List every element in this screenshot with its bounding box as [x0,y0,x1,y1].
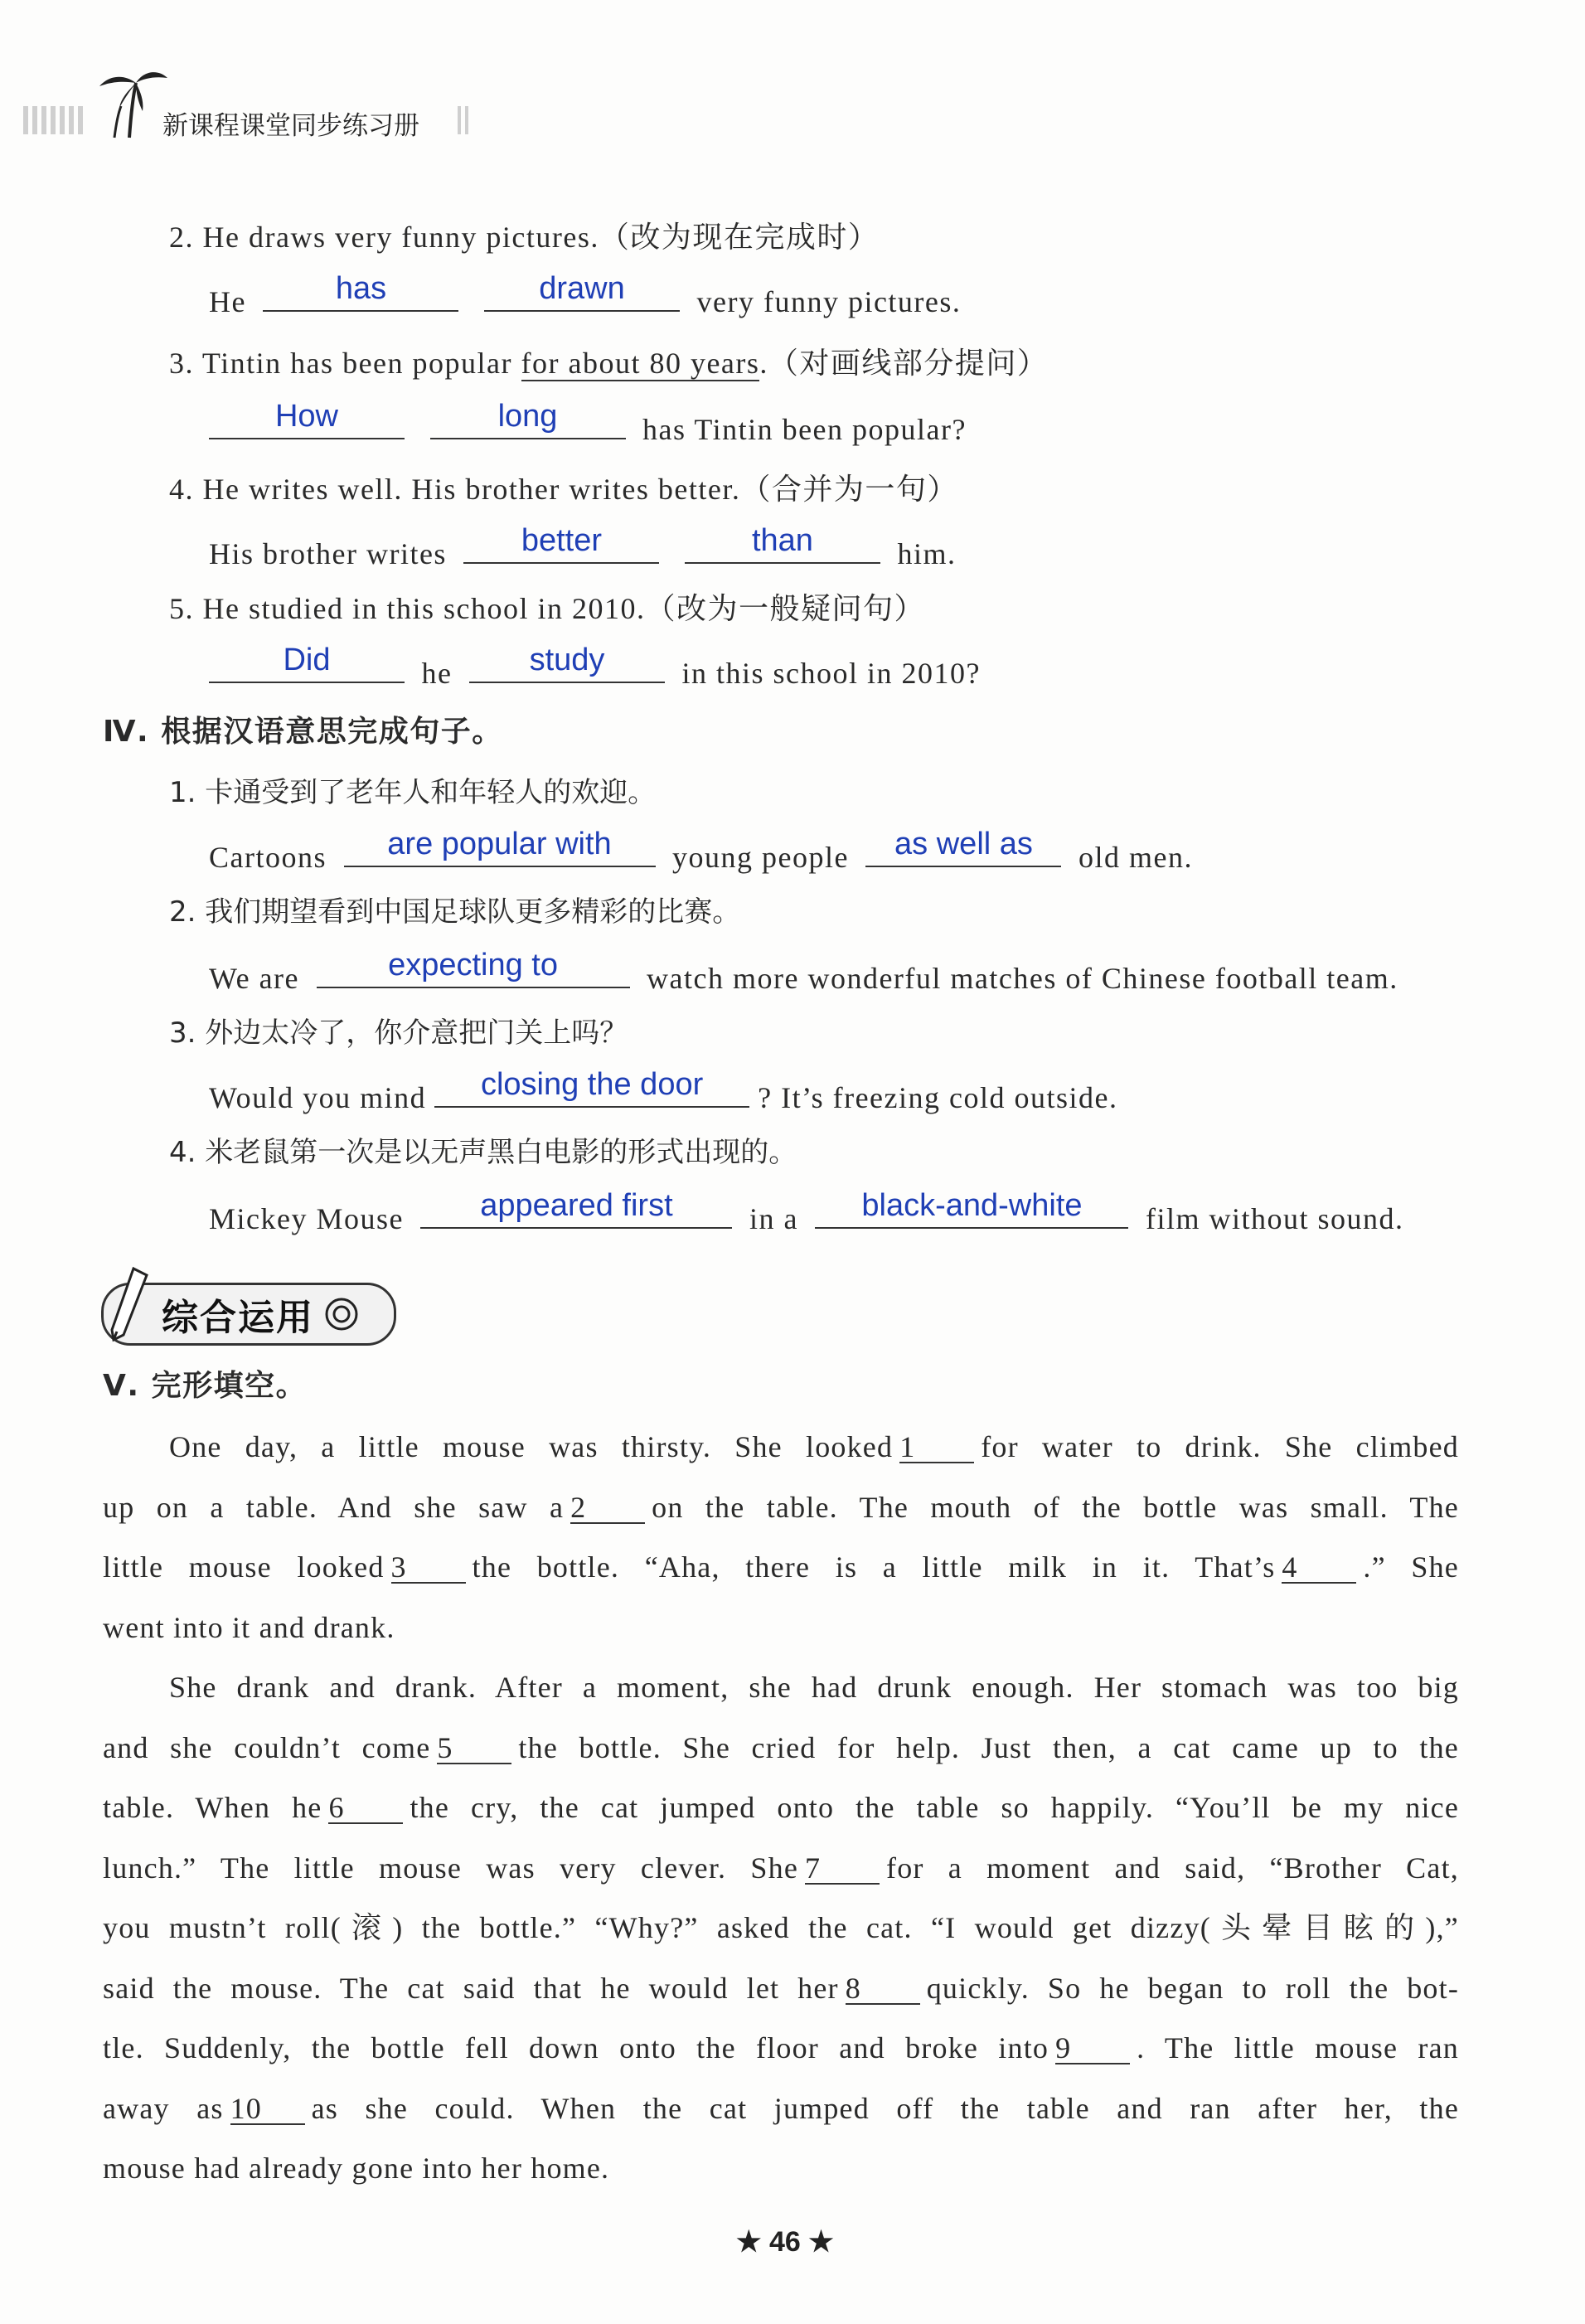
section-banner [101,1283,396,1346]
target-icon [322,1295,361,1333]
q5-answer-line: Did he study in this school in 2010? [201,645,981,691]
cloze-line: said the mouse. The cat said that he would let her 8 quickly. So he began to roll the bot- [103,1971,1460,2005]
s4-q3-answer-line: Would you mind closing the door ? It’s freezing cold outside. [209,1067,1118,1114]
section5-heading: Ⅴ. 完形填空。 [103,1369,308,1403]
cloze-line: mouse had already gone into her home. [103,2152,610,2185]
palm-tree-icon [90,65,172,139]
cloze-line: went into it and drank. [103,1610,395,1644]
cloze-blank[interactable]: 2 [570,1492,645,1524]
cloze-line: you mustn’t roll(滚) the bottle.” “Why?” asked the cat. “I would get dizzy(头晕目眩的),” [103,1911,1459,1944]
answer-blank[interactable]: Did [209,645,405,683]
cloze-blank[interactable]: 5 [437,1733,511,1764]
cloze-blank[interactable]: 10 [230,2094,305,2125]
s4-q4-cn: 4. 米老鼠第一次是以无声黑白电影的形式出现的。 [169,1136,797,1169]
cloze-blank[interactable]: 4 [1282,1552,1356,1584]
cloze-line: One day, a little mouse was thirsty. She looked 1 for water to drink. She climbed [169,1430,1459,1463]
cloze-paragraph-1 [103,1417,1459,1657]
underlined-phrase: for about 80 years [521,347,760,380]
header-title: 新课程课堂同步练习册 [162,111,419,141]
s4-q4-answer-line: Mickey Mouse appeared first in a black-and-white film without sound. [209,1188,1404,1235]
cloze-line: and she couldn’t come 5 the bottle. She cried for help. Just then, a cat came up to the [103,1730,1459,1764]
answer-blank[interactable]: are popular with [344,829,656,867]
cloze-blank[interactable]: 6 [328,1793,403,1824]
answer-blank[interactable]: has [263,274,458,312]
page-number-value: 46 [768,2226,801,2258]
cloze-line: away as 10 as she could. When the cat jumped off the table and ran after her, the [103,2091,1460,2125]
cloze-line: table. When he 6 the cry, the cat jumped onto the table so happily. “You’ll be my nice [103,1791,1460,1824]
star-icon: ★ [808,2226,834,2258]
q2-prompt: 2. He draws very funny pictures.（改为现在完成时） [169,221,880,254]
s4-q3-cn: 3. 外边太冷了，你介意把门关上吗？ [169,1016,628,1050]
s4-q2-cn: 2. 我们期望看到中国足球队更多精彩的比赛。 [169,895,741,929]
cloze-blank[interactable]: 7 [805,1853,880,1885]
star-icon: ★ [736,2226,762,2258]
section4-heading: Ⅳ. 根据汉语意思完成句子。 [103,715,503,749]
answer-blank[interactable]: as well as [865,829,1061,867]
cloze-line: up on a table. And she saw a 2 on the table. The mouth of the bottle was small. The [103,1490,1459,1524]
q3-prompt: 3. Tintin has been popular for about 80 years.（对画线部分提问） [169,347,1049,380]
answer-blank[interactable]: than [685,526,880,564]
s4-q2-answer-line: We are expecting to watch more wonderful matches of Chinese football team. [209,948,1398,995]
header-decoration-right [458,106,468,134]
answer-blank[interactable]: appeared first [420,1191,732,1229]
q4-prompt: 4. He writes well. His brother writes better.（合并为一句） [169,473,958,506]
cloze-line: tle. Suddenly, the bottle fell down onto the floor and broke into 9 . The little mouse ran [103,2031,1459,2064]
q3-answer-line: How long has Tintin been popular? [201,401,967,447]
answer-blank[interactable]: drawn [484,274,680,312]
q4-answer-line: His brother writes better than him. [209,523,957,570]
q2-answer-line: He has drawn very funny pictures. [209,271,962,318]
answer-blank[interactable]: black-and-white [815,1191,1128,1229]
cloze-blank[interactable]: 3 [391,1552,466,1584]
answer-blank[interactable]: How [209,401,405,439]
q5-prompt: 5. He studied in this school in 2010.（改为一般疑问句） [169,592,925,625]
answer-blank[interactable]: expecting to [317,950,630,988]
pencil-icon [95,1264,162,1346]
header-decoration [23,106,83,134]
page-number [736,2225,834,2259]
s4-q1-answer-line: Cartoons are popular with young people as well as old men. [209,827,1193,874]
answer-blank[interactable]: better [463,526,659,564]
cloze-blank[interactable]: 1 [899,1432,974,1463]
answer-blank[interactable]: long [430,401,626,439]
cloze-blank[interactable]: 8 [846,1973,920,2005]
banner-label: 综合运用 [162,1297,314,1339]
cloze-line: little mouse looked 3 the bottle. “Aha, there is a little milk in it. That’s 4 .” She [103,1550,1459,1584]
cloze-paragraph-2 [103,1657,1459,2199]
cloze-line: lunch.” The little mouse was very clever. She 7 for a moment and said, “Brother Cat, [103,1851,1459,1885]
s4-q1-cn: 1. 卡通受到了老年人和年轻人的欢迎。 [169,776,657,809]
cloze-line: She drank and drank. After a moment, she had drunk enough. Her stomach was too big [169,1671,1459,1704]
answer-blank[interactable]: study [469,645,665,683]
answer-blank[interactable]: closing the door [434,1070,749,1108]
cloze-blank[interactable]: 9 [1055,2033,1130,2064]
